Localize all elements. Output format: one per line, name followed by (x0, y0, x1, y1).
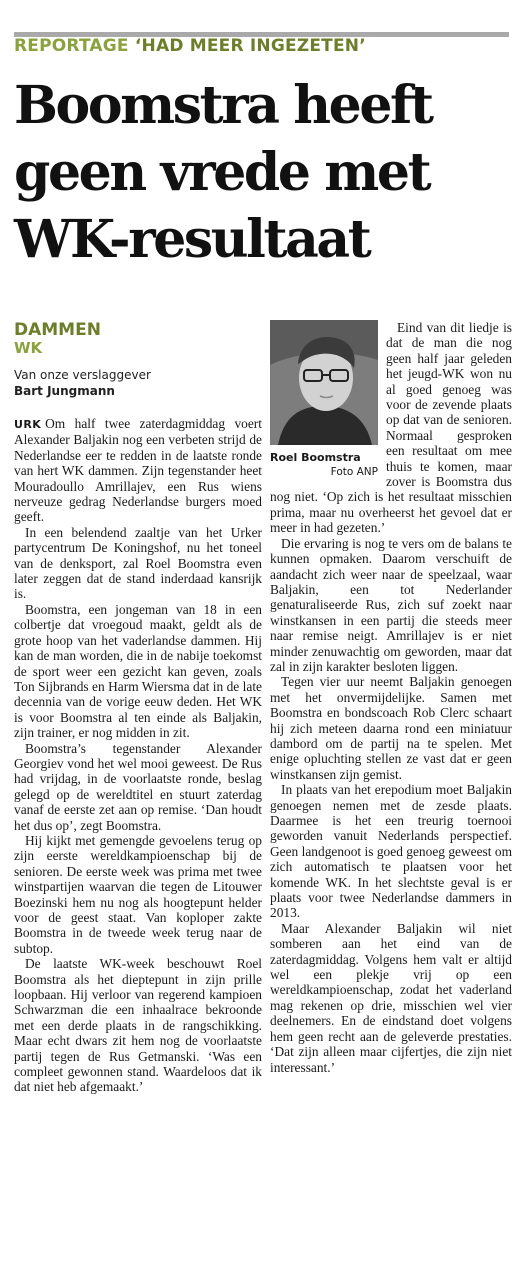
caption-name: Roel Boomstra (270, 451, 361, 464)
paragraph: In een belendend zaaltje van het Urker partycentrum De Koningshof, nu het toneel van de denksport, zal Roel Boomstra even later zeggen dat de stand inderdaad kansrijk is. (14, 524, 262, 602)
paragraph: Boomstra’s tegenstander Alexander Georgiev vond het wel mooi geweest. De Rus had vrijdag, in de voorlaatste ronde, beslag gelegd op de wereldtitel en stuurt zaterdag vanaf de eerste zet aan op remise. ‘Dan houdt het dus op’, zegt Boomstra. (14, 740, 262, 833)
paragraph: De laatste WK-week beschouwt Roel Boomstra als het dieptepunt in zijn prille loopbaan. Hij verloor van regerend kampioen Schwarzman die een inhaalrace bekroonde met een derde plaats in de rangschikking. Maar echt dwars zit hem nog de voorlaatste partij tegen de Rus Getmanski. ‘Was een compleet gewonnen stand. Waardeloos dat ik dat niet heb afgemaakt.’ (14, 956, 262, 1095)
byline-name: Bart Jungmann (14, 384, 115, 398)
article-column-left (14, 416, 262, 1095)
paragraph: URK Om half twee zaterdagmiddag voert Alexander Baljakin nog een verbeten strijd de Nederlandse eer te redden in de laatste ronde van hert WK dammen. Zijn tegenstander heet Mouradoullo Amrillajev, een Rus wiens nerveuze gedrag Nederlandse burgers moed geeft. (14, 416, 262, 525)
rubric-title: DAMMEN (14, 320, 101, 340)
headline (14, 72, 514, 273)
headline-line-2: geen vrede met (14, 142, 430, 203)
dateline: URK (14, 418, 42, 431)
rubric (14, 320, 101, 357)
paragraph: Die ervaring is nog te vers om de balans te kunnen opmaken. Daarom verschuift de aandacht zich weer naar de speelzaal, waar Baljakin, een tot Nederlander genaturaliseerde Rus, zich suf zoekt naar winstkansen in een partij die steeds meer naar remise neigt. Amrillajev is er niet minder zenuwachtig om geworden, maar dat zal in zijn karakter besloten liggen. (270, 535, 512, 674)
paragraph: Boomstra, een jongeman van 18 in een colbertje dat vroegoud maakt, geldt als de grote hoop van het vaderlandse dammen. Hij kan de man worden, die in de nabije toekomst de sport weer een gezicht kan geven, zoals Ton Sijbrands en Harm Wiersma dat in de late decennia van de vorige eeuw deden. Het WK is voor Boomstra al ten einde als Baljakin, zijn trainer, er nog midden in zit. (14, 601, 262, 741)
rubric-subtitle: WK (14, 339, 43, 357)
paragraph: Maar Alexander Baljakin wil niet somberen aan het eind van de zaterdagmiddag. Volgens hem valt er altijd wel een plekje vrij op een wereldkampioenschap, zodat het vaderland mag rekenen op drie, misschien wel vier deelnemers. En de eindstand doet volgens hem geen recht aan de geleverde prestaties. ‘Dat zijn alleen maar cijfertjes, die zijn niet interessant.’ (270, 920, 512, 1075)
headline-line-1: Boomstra heeft (14, 75, 432, 136)
paragraph: Tegen vier uur neemt Baljakin genoegen met het onvermijdelijke. Samen met Boomstra en bondscoach Rob Clerc schaart hij zich meteen daarna rond een miniatuur dambord om de partij na te spelen. Met enige opluchting stellen ze vast dat er geen winstkansen zijn gemist. (270, 674, 512, 782)
headline-line-3: WK-resultaat (14, 209, 370, 270)
caption-credit: Foto ANP (330, 466, 378, 478)
kicker-label: REPORTAGE (14, 36, 129, 56)
photo-wrap-space (270, 320, 386, 476)
kicker (14, 36, 366, 56)
byline-line: Van onze verslaggever (14, 368, 151, 382)
article-column-right (270, 320, 512, 1075)
paragraph: Hij kijkt met gemengde gevoelens terug op zijn eerste wereldkampioenschap bij de senioren. De eerste week was prima met twee winstpartijen waarvan die tegen de Litouwer Boezinski hem nu nog als hoogtepunt helder voor de geest staat. Van koploper zakte Boomstra in de tweede week terug naar de subtop. (14, 832, 262, 956)
byline (14, 367, 151, 399)
kicker-quote: ‘HAD MEER INGEZETEN’ (134, 36, 366, 56)
paragraph: Eind van dit liedje is dat de man die nog geen half jaar geleden het jeugd-WK won nu al goed genoeg was voor de zevende plaats op dat van de senioren. Normaal gesproken een resultaat om mee thuis te komen, maar zover is Boomstra dus nog niet. ‘Op zich is het resultaat misschien prima, maar nu overheerst het gevoel dat er meer in had gezeten.’ (270, 320, 512, 536)
paragraph: In plaats van het erepodium moet Baljakin genoegen nemen met de zesde plaats. Daarmee is het een treurig toernooi geworden vanuit Nederlands perspectief. Geen landgenoot is goed genoeg geweest om zich automatisch te plaatsen voor het komende WK. In het slechtste geval is er plaats voor twee Nederlandse dammers in 2013. (270, 782, 512, 921)
